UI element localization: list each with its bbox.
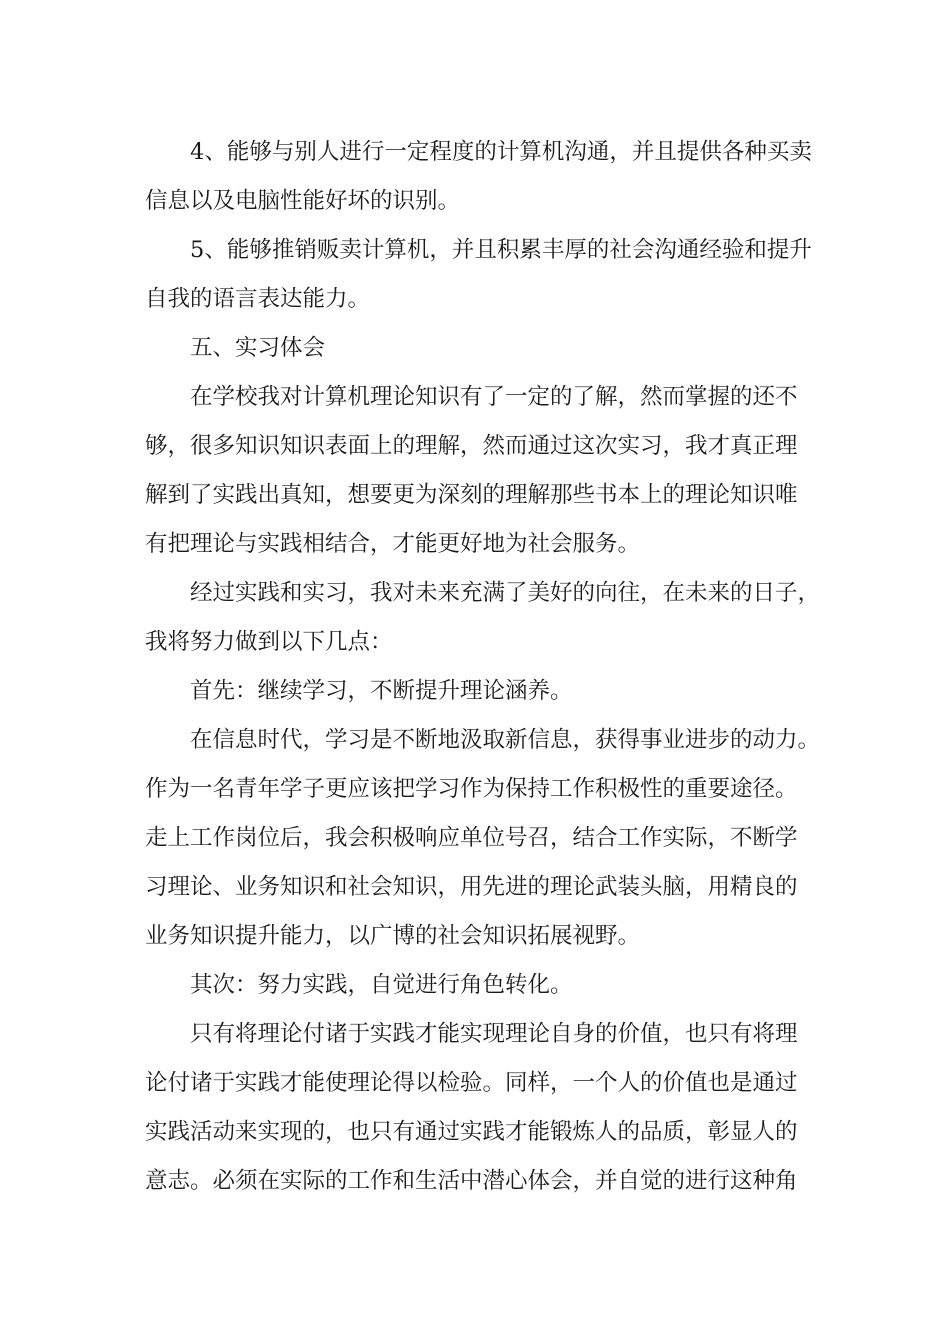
text-line: 只有将理论付诸于实践才能实现理论自身的价值，也只有将理 [190, 1021, 798, 1047]
paragraph-ability-5 [145, 226, 810, 324]
text-line: 解到了实践出真知，想要更为深刻的理解那些书本上的理论知识唯 [145, 482, 798, 508]
point-first [145, 667, 810, 716]
section-heading [145, 324, 810, 373]
text-line: 在学校我对计算机理论知识有了一定的了解，然而掌握的还不 [190, 384, 798, 410]
paragraph-practice-value [145, 1010, 810, 1206]
text-line: 4、能够与别人进行一定程度的计算机沟通，并且提供各种买卖 [190, 139, 812, 165]
text-line: 5、能够推销贩卖计算机，并且积累丰厚的社会沟通经验和提升 [190, 237, 812, 263]
point-second [145, 961, 810, 1010]
text-line: 意志。必须在实际的工作和生活中潜心体会，并自觉的进行这种角 [145, 1168, 798, 1194]
text-line: 在信息时代，学习是不断地汲取新信息，获得事业进步的动力。 [190, 727, 821, 753]
text-line: 经过实践和实习，我对未来充满了美好的向往，在未来的日子， [190, 580, 821, 606]
document-body [145, 128, 821, 1206]
text-line: 习理论、业务知识和社会知识，用先进的理论武装头脑，用精良的 [145, 874, 798, 900]
text-line: 走上工作岗位后，我会积极响应单位号召，结合工作实际，不断学 [145, 825, 798, 851]
text-line: 自我的语言表达能力。 [145, 286, 371, 312]
paragraph-school-theory [145, 373, 810, 569]
text-line: 信息以及电脑性能好坏的识别。 [145, 188, 461, 214]
text-line: 实践活动来实现的，也只有通过实践才能锻炼人的品质，彰显人的 [145, 1119, 798, 1145]
text-line: 业务知识提升能力，以广博的社会知识拓展视野。 [145, 923, 641, 949]
text-line: 其次：努力实践，自觉进行角色转化。 [190, 972, 573, 998]
text-line: 作为一名青年学子更应该把学习作为保持工作积极性的重要途径。 [145, 776, 798, 802]
text-line: 够，很多知识知识表面上的理解，然而通过这次实习，我才真正理 [145, 433, 798, 459]
text-line: 论付诸于实践才能使理论得以检验。同样，一个人的价值也是通过 [145, 1070, 798, 1096]
heading-text: 五、实习体会 [190, 335, 326, 361]
text-line: 我将努力做到以下几点： [145, 629, 393, 655]
paragraph-future-plans [145, 569, 821, 667]
paragraph-information-age [145, 716, 821, 961]
text-line: 有把理论与实践相结合，才能更好地为社会服务。 [145, 531, 641, 557]
paragraph-ability-4 [145, 128, 810, 226]
text-line: 首先：继续学习，不断提升理论涵养。 [190, 678, 573, 704]
